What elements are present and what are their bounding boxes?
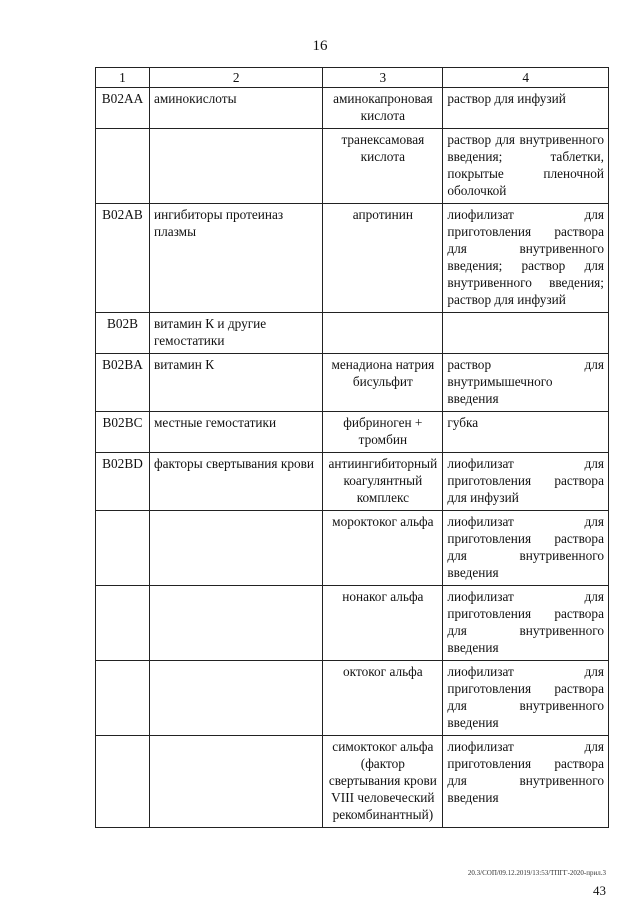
- table-row: [96, 661, 609, 736]
- atc-code: B02BC: [96, 412, 150, 453]
- group-name: [149, 736, 322, 828]
- atc-code: [96, 511, 150, 586]
- group-name: ингибиторы протеиназ плазмы: [149, 204, 322, 313]
- atc-code: [96, 129, 150, 204]
- atc-code: B02BD: [96, 453, 150, 511]
- drug-name: мороктоког альфа: [323, 511, 443, 586]
- dosage-forms: лиофилизат для приготовления раствора для внутривенного введения: [443, 586, 609, 661]
- column-header-2: 2: [149, 68, 322, 88]
- column-header-4: 4: [443, 68, 609, 88]
- group-name: [149, 586, 322, 661]
- drug-table: [95, 67, 609, 828]
- drug-name: октоког альфа: [323, 661, 443, 736]
- atc-code: B02BA: [96, 354, 150, 412]
- table-row: [96, 736, 609, 828]
- table-row: [96, 354, 609, 412]
- dosage-forms: лиофилизат для приготовления раствора для внутривенного введения: [443, 736, 609, 828]
- group-name: витамин К и другие гемостатики: [149, 313, 322, 354]
- group-name: [149, 511, 322, 586]
- dosage-forms: раствор для внутримышечного введения: [443, 354, 609, 412]
- group-name: [149, 129, 322, 204]
- dosage-forms: лиофилизат для приготовления раствора для внутривенного введения: [443, 511, 609, 586]
- table-header-row: [96, 68, 609, 88]
- drug-name: транексамовая кислота: [323, 129, 443, 204]
- table-row: [96, 586, 609, 661]
- document-reference: 20.3/СОП/09.12.2019/13:53/ТПГГ-2020-прил.3: [467, 869, 606, 877]
- atc-code: B02B: [96, 313, 150, 354]
- atc-code: B02AB: [96, 204, 150, 313]
- column-header-1: 1: [96, 68, 150, 88]
- atc-code: [96, 586, 150, 661]
- page-number: 16: [312, 38, 328, 54]
- table-row: [96, 88, 609, 129]
- group-name: факторы свертывания крови: [149, 453, 322, 511]
- drug-name: апротинин: [323, 204, 443, 313]
- table-row: [96, 129, 609, 204]
- dosage-forms: [443, 313, 609, 354]
- drug-name: фибриноген + тромбин: [323, 412, 443, 453]
- drug-name: менадиона натрия бисульфит: [323, 354, 443, 412]
- drug-name: аминокапроновая кислота: [323, 88, 443, 129]
- atc-code: B02AA: [96, 88, 150, 129]
- atc-code: [96, 661, 150, 736]
- dosage-forms: лиофилизат для приготовления раствора для внутривенного введения; раствор для внутривенного введения; раствор для инфузий: [443, 204, 609, 313]
- dosage-forms: лиофилизат для приготовления раствора для инфузий: [443, 453, 609, 511]
- column-header-3: 3: [323, 68, 443, 88]
- atc-code: [96, 736, 150, 828]
- drug-name: нонаког альфа: [323, 586, 443, 661]
- dosage-forms: губка: [443, 412, 609, 453]
- sheet-number: 43: [593, 883, 606, 898]
- drug-name: антиингибиторный коагулянтный комплекс: [323, 453, 443, 511]
- group-name: [149, 661, 322, 736]
- group-name: витамин К: [149, 354, 322, 412]
- dosage-forms: раствор для внутривенного введения; таблетки, покрытые пленочной оболочкой: [443, 129, 609, 204]
- drug-name: симоктоког альфа (фактор свертывания крови VIII человеческий рекомбинантный): [323, 736, 443, 828]
- table-row: [96, 453, 609, 511]
- group-name: аминокислоты: [149, 88, 322, 129]
- group-name: местные гемостатики: [149, 412, 322, 453]
- dosage-forms: раствор для инфузий: [443, 88, 609, 129]
- dosage-forms: лиофилизат для приготовления раствора для внутривенного введения: [443, 661, 609, 736]
- table-row: [96, 204, 609, 313]
- table-row: [96, 511, 609, 586]
- table-row: [96, 412, 609, 453]
- drug-name: [323, 313, 443, 354]
- table-row: [96, 313, 609, 354]
